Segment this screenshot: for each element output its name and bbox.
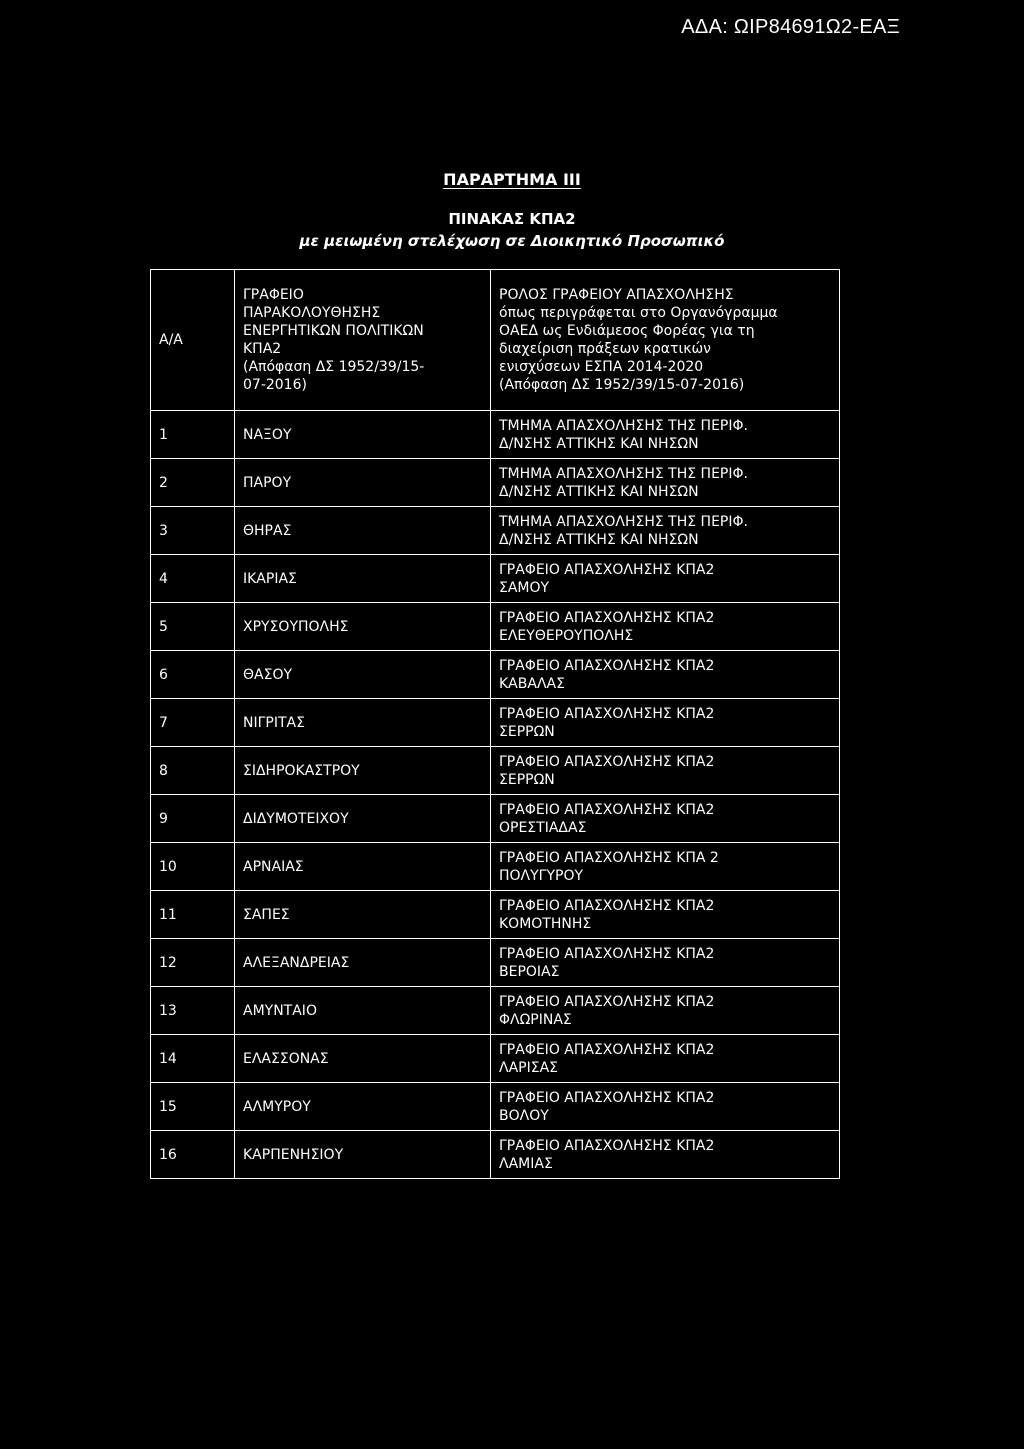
office-name-cell-text: ΑΛΕΞΑΝΔΡΕΙΑΣ xyxy=(243,954,350,971)
row-number-cell xyxy=(151,987,235,1035)
row-number-cell xyxy=(151,795,235,843)
office-role-cell-text: ΓΡΑΦΕΙΟ ΑΠΑΣΧΟΛΗΣΗΣ ΚΠΑ2 ΣΑΜΟΥ xyxy=(499,561,715,596)
table-row xyxy=(151,1035,840,1083)
office-name-cell xyxy=(235,1083,491,1131)
office-name-cell xyxy=(235,555,491,603)
row-number-cell-text: 15 xyxy=(159,1098,177,1115)
office-name-cell-text: ΚΑΡΠΕΝΗΣΙΟΥ xyxy=(243,1146,344,1163)
office-name-cell-text: ΘΑΣΟΥ xyxy=(243,666,293,683)
office-name-cell xyxy=(235,411,491,459)
office-role-cell xyxy=(491,651,840,699)
office-name-cell xyxy=(235,507,491,555)
row-number-cell-text: 9 xyxy=(159,810,168,827)
office-role-cell xyxy=(491,555,840,603)
table-row xyxy=(151,747,840,795)
office-role-cell-text: ΓΡΑΦΕΙΟ ΑΠΑΣΧΟΛΗΣΗΣ ΚΠΑ2 ΚΟΜΟΤΗΝΗΣ xyxy=(499,897,715,932)
office-role-cell-text: ΓΡΑΦΕΙΟ ΑΠΑΣΧΟΛΗΣΗΣ ΚΠΑ2 ΕΛΕΥΘΕΡΟΥΠΟΛΗΣ xyxy=(499,609,715,644)
annex-title: ΠΑΡΑΡΤΗΜΑ ΙΙΙ xyxy=(443,170,581,189)
table-row xyxy=(151,699,840,747)
office-role-cell xyxy=(491,891,840,939)
offices-table xyxy=(150,269,840,1179)
office-role-cell xyxy=(491,603,840,651)
table-row xyxy=(151,1131,840,1179)
column-header-number: Α/Α xyxy=(151,270,235,411)
office-name-cell-text: ΝΙΓΡΙΤΑΣ xyxy=(243,714,305,731)
office-role-cell xyxy=(491,795,840,843)
row-number-cell-text: 16 xyxy=(159,1146,177,1163)
office-name-cell xyxy=(235,747,491,795)
office-role-cell-text: ΓΡΑΦΕΙΟ ΑΠΑΣΧΟΛΗΣΗΣ ΚΠΑ2 ΚΑΒΑΛΑΣ xyxy=(499,657,715,692)
office-role-cell xyxy=(491,1035,840,1083)
office-name-cell xyxy=(235,699,491,747)
table-title: ΠΙΝΑΚΑΣ ΚΠΑ2 xyxy=(448,210,576,228)
row-number-cell-text: 12 xyxy=(159,954,177,971)
office-name-cell-text: ΣΑΠΕΣ xyxy=(243,906,290,923)
office-name-cell-text: ΑΜΥΝΤΑΙΟ xyxy=(243,1002,317,1019)
row-number-cell-text: 14 xyxy=(159,1050,177,1067)
document-ada-code: ΑΔΑ: ΩΙΡ84691Ω2-ΕΑΞ xyxy=(681,16,900,38)
office-role-cell-text: ΓΡΑΦΕΙΟ ΑΠΑΣΧΟΛΗΣΗΣ ΚΠΑ2 ΟΡΕΣΤΙΑΔΑΣ xyxy=(499,801,715,836)
office-role-cell xyxy=(491,411,840,459)
row-number-cell xyxy=(151,891,235,939)
table-row xyxy=(151,1083,840,1131)
office-role-cell xyxy=(491,747,840,795)
row-number-cell xyxy=(151,459,235,507)
office-role-cell-text: ΓΡΑΦΕΙΟ ΑΠΑΣΧΟΛΗΣΗΣ ΚΠΑ2 ΒΟΛΟΥ xyxy=(499,1089,715,1124)
row-number-cell-text: 1 xyxy=(159,426,168,443)
office-name-cell-text: ΘΗΡΑΣ xyxy=(243,522,292,539)
row-number-cell xyxy=(151,507,235,555)
table-row xyxy=(151,507,840,555)
row-number-cell xyxy=(151,1035,235,1083)
office-role-cell xyxy=(491,507,840,555)
row-number-cell xyxy=(151,843,235,891)
table-subtitle: με μειωμένη στελέχωση σε Διοικητικό Προσωπικό xyxy=(299,232,725,250)
office-role-cell xyxy=(491,939,840,987)
row-number-cell-text: 11 xyxy=(159,906,177,923)
office-role-cell-text: ΤΜΗΜΑ ΑΠΑΣΧΟΛΗΣΗΣ ΤΗΣ ΠΕΡΙΦ. Δ/ΝΣΗΣ ΑΤΤΙΚΗΣ ΚΑΙ ΝΗΣΩΝ xyxy=(499,513,748,548)
office-name-cell-text: ΠΑΡΟΥ xyxy=(243,474,292,491)
row-number-cell xyxy=(151,939,235,987)
table-row xyxy=(151,411,840,459)
table-row xyxy=(151,891,840,939)
office-role-cell xyxy=(491,699,840,747)
row-number-cell-text: 8 xyxy=(159,762,168,779)
table-row xyxy=(151,987,840,1035)
row-number-cell xyxy=(151,1083,235,1131)
row-number-cell-text: 7 xyxy=(159,714,168,731)
row-number-cell-text: 3 xyxy=(159,522,168,539)
office-name-cell xyxy=(235,1035,491,1083)
table-row xyxy=(151,555,840,603)
office-name-cell xyxy=(235,651,491,699)
row-number-cell xyxy=(151,411,235,459)
table-row xyxy=(151,795,840,843)
table-header-row xyxy=(151,270,840,411)
office-role-cell-text: ΓΡΑΦΕΙΟ ΑΠΑΣΧΟΛΗΣΗΣ ΚΠΑ 2 ΠΟΛΥΓΥΡΟΥ xyxy=(499,849,719,884)
table-row xyxy=(151,939,840,987)
office-role-cell-text: ΓΡΑΦΕΙΟ ΑΠΑΣΧΟΛΗΣΗΣ ΚΠΑ2 ΣΕΡΡΩΝ xyxy=(499,705,715,740)
table-row xyxy=(151,603,840,651)
office-role-cell xyxy=(491,459,840,507)
office-name-cell xyxy=(235,987,491,1035)
row-number-cell xyxy=(151,1131,235,1179)
office-name-cell xyxy=(235,795,491,843)
office-role-cell-text: ΓΡΑΦΕΙΟ ΑΠΑΣΧΟΛΗΣΗΣ ΚΠΑ2 ΒΕΡΟΙΑΣ xyxy=(499,945,715,980)
row-number-cell xyxy=(151,747,235,795)
row-number-cell xyxy=(151,603,235,651)
office-name-cell-text: ΧΡΥΣΟΥΠΟΛΗΣ xyxy=(243,618,349,635)
office-role-cell xyxy=(491,843,840,891)
office-name-cell-text: ΔΙΔΥΜΟΤΕΙΧΟΥ xyxy=(243,810,349,827)
office-name-cell xyxy=(235,459,491,507)
office-name-cell-text: ΑΡΝΑΙΑΣ xyxy=(243,858,304,875)
office-name-cell-text: ΙΚΑΡΙΑΣ xyxy=(243,570,297,587)
office-role-cell-text: ΓΡΑΦΕΙΟ ΑΠΑΣΧΟΛΗΣΗΣ ΚΠΑ2 ΦΛΩΡΙΝΑΣ xyxy=(499,993,715,1028)
office-name-cell xyxy=(235,843,491,891)
office-name-cell xyxy=(235,603,491,651)
office-name-cell-text: ΣΙΔΗΡΟΚΑΣΤΡΟΥ xyxy=(243,762,360,779)
office-name-cell-text: ΕΛΑΣΣΟΝΑΣ xyxy=(243,1050,329,1067)
office-role-cell-text: ΤΜΗΜΑ ΑΠΑΣΧΟΛΗΣΗΣ ΤΗΣ ΠΕΡΙΦ. Δ/ΝΣΗΣ ΑΤΤΙΚΗΣ ΚΑΙ ΝΗΣΩΝ xyxy=(499,465,748,500)
column-header-office: ΓΡΑΦΕΙΟ ΠΑΡΑΚΟΛΟΥΘΗΣΗΣ ΕΝΕΡΓΗΤΙΚΩΝ ΠΟΛΙΤΙΚΩΝ ΚΠΑ2 (Απόφαση ΔΣ 1952/39/15- 07-2016) xyxy=(235,270,491,411)
row-number-cell-text: 10 xyxy=(159,858,177,875)
office-role-cell-text: ΓΡΑΦΕΙΟ ΑΠΑΣΧΟΛΗΣΗΣ ΚΠΑ2 ΛΑΜΙΑΣ xyxy=(499,1137,715,1172)
office-name-cell xyxy=(235,891,491,939)
row-number-cell xyxy=(151,555,235,603)
office-role-cell xyxy=(491,987,840,1035)
row-number-cell-text: 2 xyxy=(159,474,168,491)
office-name-cell xyxy=(235,939,491,987)
table-row xyxy=(151,651,840,699)
office-role-cell-text: ΓΡΑΦΕΙΟ ΑΠΑΣΧΟΛΗΣΗΣ ΚΠΑ2 ΣΕΡΡΩΝ xyxy=(499,753,715,788)
row-number-cell xyxy=(151,651,235,699)
row-number-cell-text: 13 xyxy=(159,1002,177,1019)
table-row xyxy=(151,459,840,507)
office-role-cell-text: ΤΜΗΜΑ ΑΠΑΣΧΟΛΗΣΗΣ ΤΗΣ ΠΕΡΙΦ. Δ/ΝΣΗΣ ΑΤΤΙΚΗΣ ΚΑΙ ΝΗΣΩΝ xyxy=(499,417,748,452)
row-number-cell xyxy=(151,699,235,747)
row-number-cell-text: 5 xyxy=(159,618,168,635)
office-name-cell xyxy=(235,1131,491,1179)
column-header-role: ΡΟΛΟΣ ΓΡΑΦΕΙΟΥ ΑΠΑΣΧΟΛΗΣΗΣ όπως περιγράφεται στο Οργανόγραμμα ΟΑΕΔ ως Ενδιάμεσος Φορέας για τη διαχείριση πράξεων κρατικών ενισχύσεων ΕΣΠΑ 2014-2020 (Απόφαση ΔΣ 1952/39/15-07-2016) xyxy=(491,270,840,411)
table-body xyxy=(151,411,840,1179)
office-role-cell xyxy=(491,1131,840,1179)
office-role-cell xyxy=(491,1083,840,1131)
table-row xyxy=(151,843,840,891)
office-role-cell-text: ΓΡΑΦΕΙΟ ΑΠΑΣΧΟΛΗΣΗΣ ΚΠΑ2 ΛΑΡΙΣΑΣ xyxy=(499,1041,715,1076)
row-number-cell-text: 4 xyxy=(159,570,168,587)
office-name-cell-text: ΑΛΜΥΡΟΥ xyxy=(243,1098,311,1115)
office-name-cell-text: ΝΑΞΟΥ xyxy=(243,426,292,443)
row-number-cell-text: 6 xyxy=(159,666,168,683)
